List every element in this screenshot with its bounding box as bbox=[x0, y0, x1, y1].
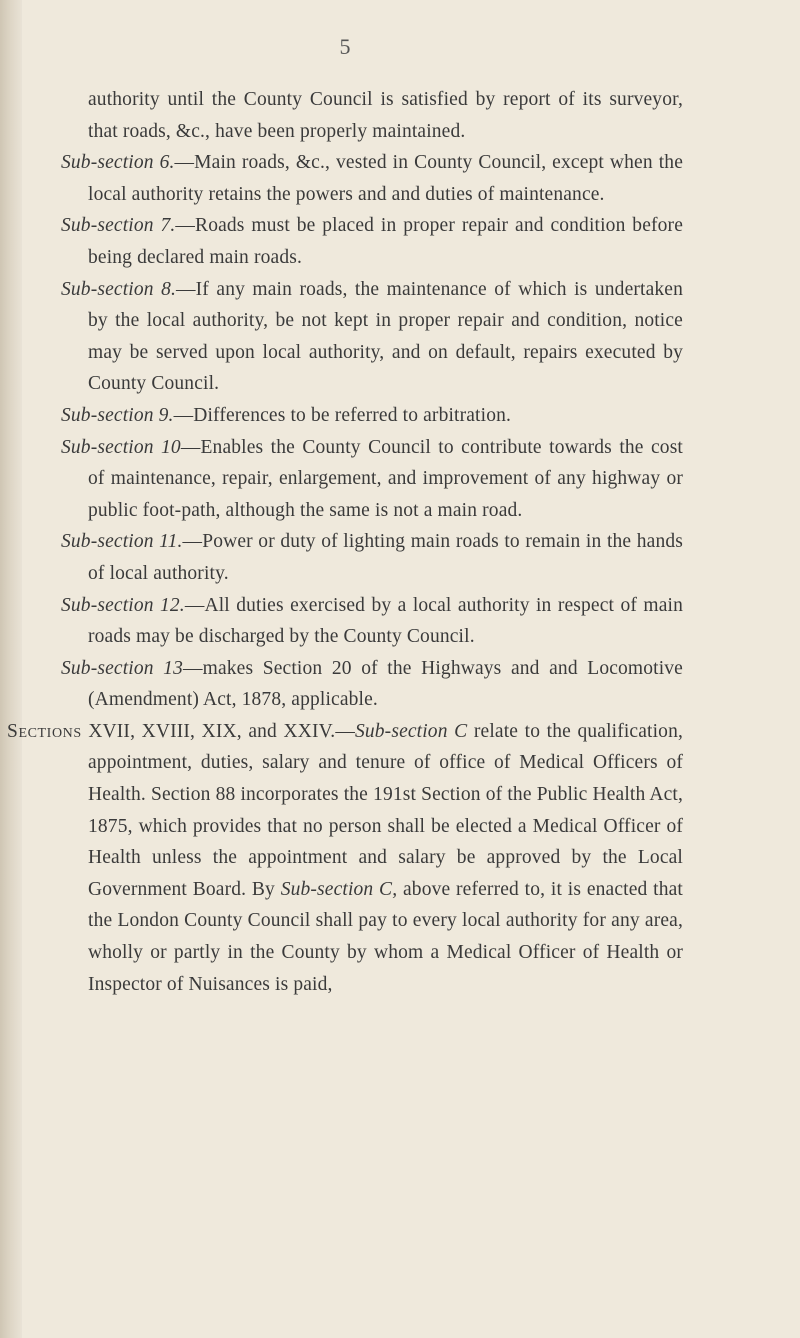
paragraph-sub-section-11 bbox=[0, 526, 683, 589]
sub-section-10-text: —Enables the County Council to contribute towards the cost of maintenance, repair, enlargement, and improvement of any highway or public foot-path, although the same is not a main road. bbox=[88, 436, 684, 521]
sub-section-9-text: —Differences to be referred to arbitration. bbox=[173, 404, 512, 426]
paragraph-sub-section-6 bbox=[0, 147, 683, 210]
sub-section-12-label: Sub-section 12. bbox=[61, 594, 185, 616]
sub-section-9-label: Sub-section 9. bbox=[61, 404, 174, 426]
sections-sub-section-label-2: Sub-section C, bbox=[280, 878, 398, 900]
page-number: 5 bbox=[339, 34, 351, 59]
sub-section-12-text: —All duties exercised by a local authority in respect of main roads may be discharged by the County Council. bbox=[88, 594, 683, 648]
sub-section-11-text: —Power or duty of lighting main roads to remain in the hands of local authority. bbox=[88, 531, 683, 584]
paragraph-sub-section-13 bbox=[0, 653, 683, 716]
paragraph-sub-section-12 bbox=[0, 590, 683, 653]
paragraph-sub-section-9 bbox=[0, 400, 683, 432]
sub-section-8-text: —If any main roads, the maintenance of which is undertaken by the local authority, be not kept in proper repair and condition, notice may be served upon local authority, and on default, repairs executed by County Council. bbox=[88, 278, 683, 395]
sections-text-2: above referred to, it is enacted that the London County Council shall pay to every local authority for any area, wholly or partly in the County by whom a Medical Officer of Health or Inspector of Nuisances is paid, bbox=[88, 878, 683, 995]
sub-section-13-text: —makes Section 20 of the Highways and and Locomotive (Amendment) Act, 1878, applicable. bbox=[88, 657, 683, 711]
sub-section-11-label: Sub-section 11. bbox=[61, 531, 183, 553]
paragraph-sub-section-8 bbox=[0, 274, 683, 400]
sections-numbers: XVII, XVIII, XIX, and XXIV.— bbox=[81, 720, 355, 742]
paragraph-intro: authority until the County Council is satisfied by report of its surveyor, that roads, &c., have been properly maintained. bbox=[88, 89, 683, 142]
sub-section-7-label: Sub-section 7. bbox=[61, 215, 176, 237]
sections-label: Sections bbox=[7, 720, 82, 742]
sections-sub-section-label: Sub-section C bbox=[354, 720, 468, 742]
sub-section-13-label: Sub-section 13 bbox=[61, 657, 183, 679]
paragraph-sub-section-7 bbox=[0, 210, 683, 273]
paragraph-sub-section-10 bbox=[0, 432, 683, 527]
sections-text-1: relate to the qualification, appointment, duties, salary and tenure of office of Medical Officers of Health. Section 88 incorporates the 191st Section of the Public Health Act, 1875, which provides that no person shall be elected a Medical Officer of Health unless the appointment and salary be approved by the Local Government Board. By bbox=[88, 720, 684, 900]
sub-section-7-text: —Roads must be placed in proper repair and condition before being declared main roads. bbox=[88, 215, 683, 268]
sub-section-10-label: Sub-section 10 bbox=[61, 436, 181, 458]
sub-section-6-label: Sub-section 6. bbox=[61, 152, 175, 174]
paragraph-sections bbox=[0, 716, 683, 1000]
sub-section-6-text: —Main roads, &c., vested in County Council, except when the local authority retains the powers and and duties of maintenance. bbox=[88, 152, 683, 205]
body-text bbox=[0, 84, 800, 1000]
sub-section-8-label: Sub-section 8. bbox=[61, 278, 176, 300]
